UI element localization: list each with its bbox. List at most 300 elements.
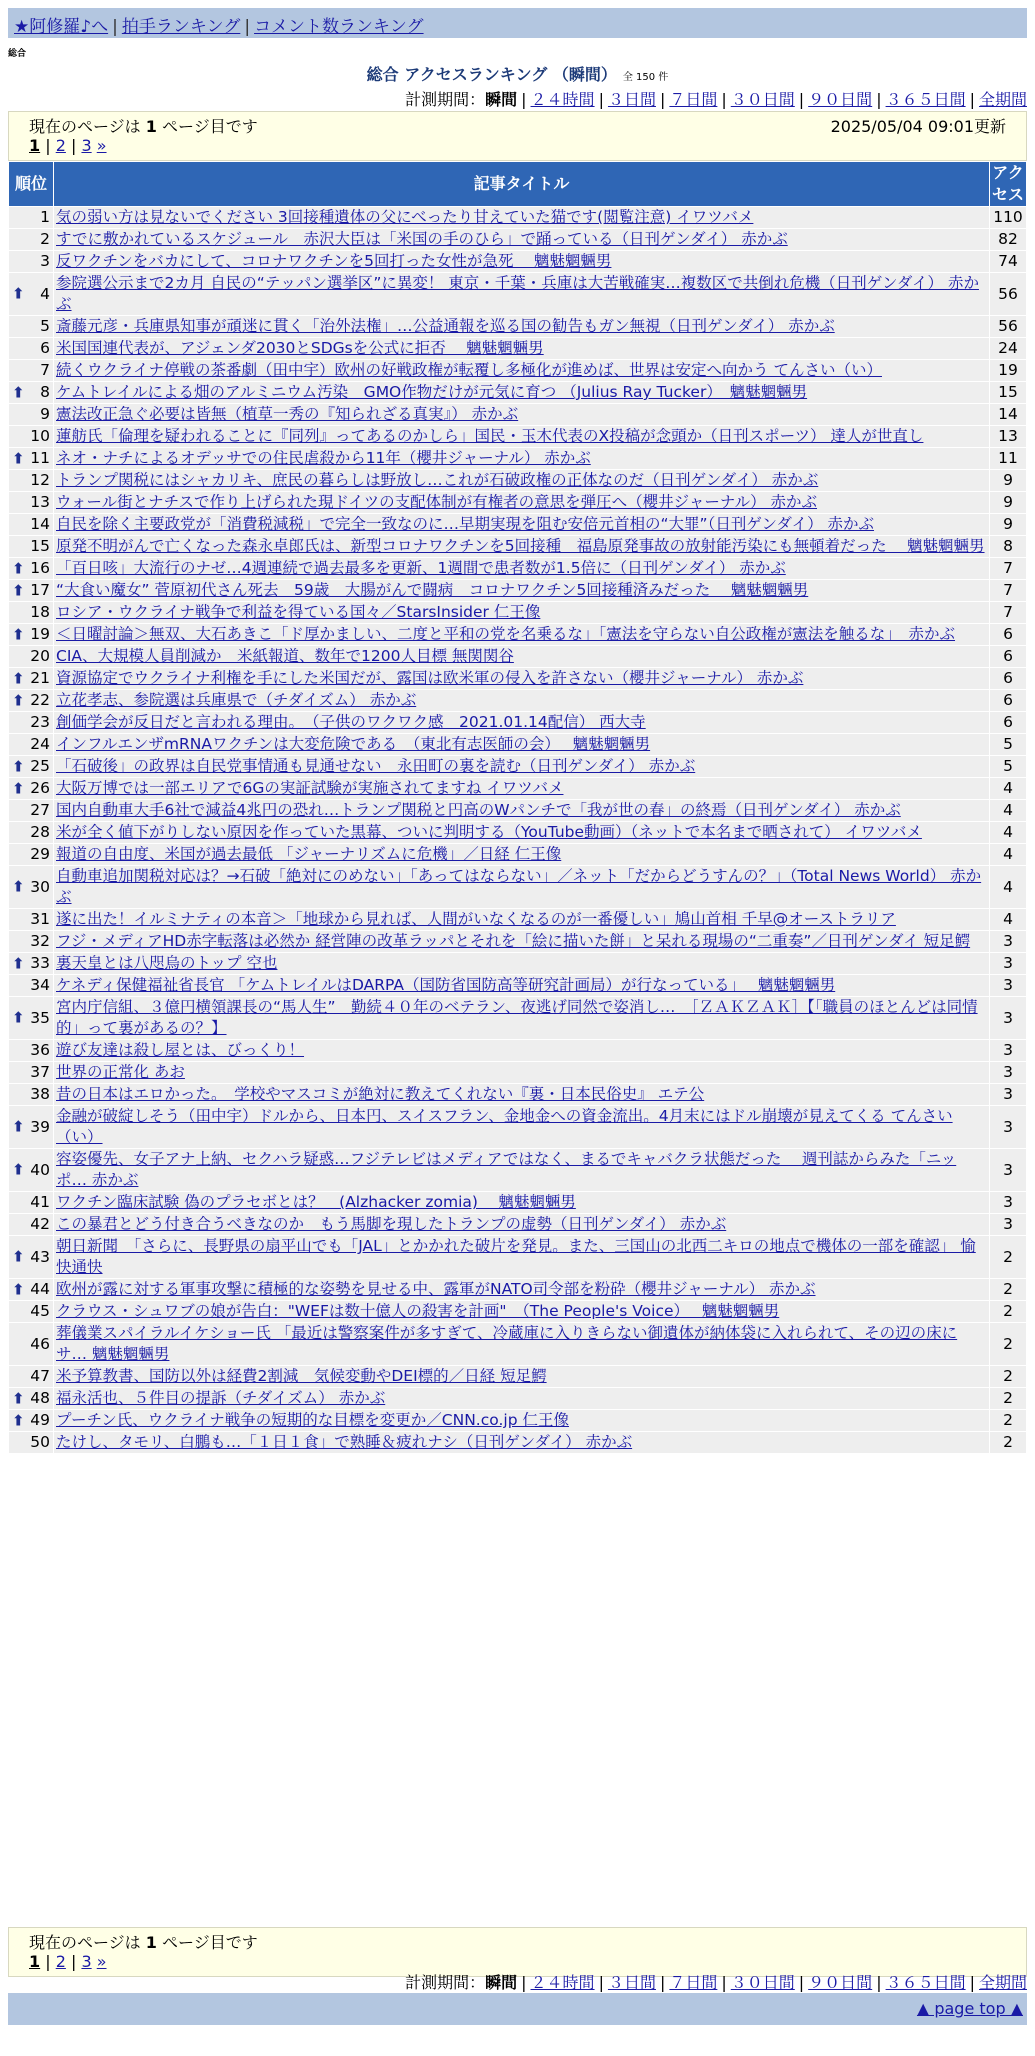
article-link[interactable]: 世界の正常化 あお	[56, 1063, 185, 1081]
title-cell	[54, 646, 989, 667]
rank-cell	[9, 207, 53, 228]
article-link[interactable]: 遊び友達は殺し屋とは、びっくり！	[56, 1041, 305, 1059]
up-arrow-icon: ⬆	[12, 1411, 25, 1429]
article-link[interactable]: ワクチン臨床試験 偽のプラセボとは？ (Alzhacker zomia) 魑魅魍魎男	[56, 1193, 576, 1211]
up-arrow-icon: ⬆	[12, 581, 25, 599]
period-selector-top	[405, 87, 1027, 110]
title-cell	[54, 536, 989, 557]
title-cell	[54, 426, 989, 447]
article-link[interactable]: ウォール街とナチスで作り上げられた現ドイツの支配体制が有権者の意思を弾圧へ（櫻井ジャーナル） 赤かぶ	[56, 493, 818, 511]
table-row	[9, 712, 1026, 733]
rank-number: 28	[30, 823, 50, 841]
access-count: 15	[990, 382, 1026, 403]
table-row	[9, 1084, 1026, 1105]
rank-number: 19	[30, 625, 50, 643]
title-cell	[54, 975, 989, 996]
up-arrow-icon: ⬆	[12, 559, 25, 577]
table-row	[9, 909, 1026, 930]
article-link[interactable]: 欧州が露に対する軍事攻撃に積極的な姿勢を見せる中、露軍がNATO司令部を粉砕（櫻井ジャーナル） 赤かぶ	[56, 1280, 816, 1298]
rank-number: 35	[30, 1008, 50, 1027]
up-arrow-icon: ⬆	[12, 954, 25, 972]
rank-number: 8	[40, 383, 50, 401]
access-count: 6	[990, 668, 1026, 689]
access-count: 4	[990, 822, 1026, 843]
table-row	[9, 492, 1026, 513]
rank-cell	[9, 844, 53, 865]
access-count: 3	[990, 1149, 1026, 1191]
rank-number: 25	[30, 757, 50, 775]
title-cell	[54, 1236, 989, 1278]
rank-number: 31	[30, 910, 50, 928]
article-link[interactable]: 葬儀業スパイラルイケショー氏 「最近は警察案件が多すぎて、冷蔵庫に入りきらない御遺体が納体袋に入れられて、その辺の床にサ… 魑魅魍魎男	[56, 1324, 958, 1363]
access-count: 13	[990, 426, 1026, 447]
period-link[interactable]: ９０日間	[808, 90, 873, 109]
table-row	[9, 602, 1026, 623]
period-link[interactable]: ７日間	[669, 90, 718, 109]
column-header-title: 記事タイトル	[54, 162, 989, 206]
access-count: 2	[990, 1388, 1026, 1409]
up-arrow-icon: ⬆	[12, 1389, 25, 1407]
rank-cell	[9, 1040, 53, 1061]
rank-cell	[9, 624, 53, 645]
period-link[interactable]: ３６５日間	[885, 90, 966, 109]
table-row	[9, 1410, 1026, 1431]
rank-cell	[9, 975, 53, 996]
period-separator: |	[798, 90, 805, 109]
period-separator: |	[969, 1973, 975, 1992]
article-link[interactable]: すでに敷かれているスケジュール 赤沢大臣は「米国の手のひら」で踊っている（日刊ゲンダイ） 赤かぶ	[56, 230, 788, 248]
rank-cell	[9, 602, 53, 623]
rank-cell	[9, 316, 53, 337]
article-link[interactable]: 米国国連代表が、アジェンダ2030とSDGsを公式に拒否 魑魅魍魎男	[56, 339, 544, 357]
page-link-2[interactable]: 2	[55, 136, 66, 155]
rank-number: 42	[30, 1215, 50, 1233]
article-link[interactable]: 昔の日本はエロかった。 学校やマスコミが絶対に教えてくれない『裏・日本民俗史』 エテ公	[56, 1085, 705, 1103]
article-link[interactable]: ネオ・ナチによるオデッサでの住民虐殺から11年（櫻井ジャーナル） 赤かぶ	[56, 449, 591, 467]
access-count: 2	[990, 1323, 1026, 1365]
pagination-top	[8, 111, 1027, 161]
access-count: 19	[990, 360, 1026, 381]
table-row	[9, 404, 1026, 425]
title-cell	[54, 1192, 989, 1213]
rank-cell	[9, 251, 53, 272]
access-count: 9	[990, 470, 1026, 491]
article-link[interactable]: ケムトレイルによる畑のアルミニウム汚染 GMO作物だけが元気に育つ （Julius Ray Tucker） 魑魅魍魎男	[56, 383, 808, 401]
rank-number: 14	[30, 515, 50, 533]
page-top-link[interactable]: ▲ page top ▲	[916, 1999, 1023, 2018]
article-link[interactable]: 報道の自由度、米国が過去最低 「ジャーナリズムに危機」／日経 仁王像	[56, 845, 562, 863]
period-current: 瞬間	[485, 1973, 518, 1992]
article-link[interactable]: トランプ関税にはシャカリキ、庶民の暮らしは野放し…これが石破政権の正体なのだ（日刊ゲンダイ） 赤かぶ	[56, 471, 819, 489]
article-link[interactable]: 「石破後」の政界は自民党事情通も見通せない 永田町の裏を読む（日刊ゲンダイ） 赤かぶ	[56, 757, 696, 775]
article-link[interactable]: CIA、大規模人員削減か 米紙報道、数年で1200人目標 無関関谷	[56, 647, 514, 665]
table-row	[9, 690, 1026, 711]
rank-cell	[9, 426, 53, 447]
rank-cell	[9, 1084, 53, 1105]
access-count: 4	[990, 778, 1026, 799]
rank-number: 10	[30, 427, 50, 445]
home-link[interactable]: ★阿修羅♪へ	[14, 17, 109, 37]
rank-cell	[9, 1366, 53, 1387]
title-cell	[54, 800, 989, 821]
updated-time: 2025/05/04 09:01更新	[830, 117, 1006, 136]
page-info-text: 現在のページは 1 ページ目です	[29, 1933, 258, 1952]
title-cell	[54, 404, 989, 425]
article-link[interactable]: 宮内庁信組、３億円横領課長の“馬人生” 勤続４０年のベテラン、夜逃げ同然で姿消し… ［ＺＡＫＺＡＫ］【「職員のほとんどは同情的」って裏があるの？】	[56, 998, 978, 1037]
page-link-1[interactable]: 1	[29, 136, 41, 155]
up-arrow-icon: ⬆	[12, 757, 25, 775]
rank-number: 33	[30, 954, 50, 972]
access-count: 56	[990, 316, 1026, 337]
rank-cell	[9, 953, 53, 974]
rank-cell	[9, 931, 53, 952]
article-link[interactable]: 自動車追加関税対応は？→石破「絶対にのめない」「あってはならない」／ネット「だからどうすんの？」（Total News World） 赤かぶ	[56, 867, 982, 906]
table-row	[9, 778, 1026, 799]
table-row	[9, 338, 1026, 359]
page-link-1[interactable]: 1	[29, 1952, 41, 1971]
access-count: 2	[990, 1410, 1026, 1431]
rank-number: 45	[30, 1302, 50, 1320]
period-separator: |	[876, 1973, 882, 1992]
access-count: 2	[990, 1432, 1026, 1453]
article-link[interactable]: 容姿優先、女子アナ上納、セクハラ疑惑…フジテレビはメディアではなく、まるでキャバクラ状態だった 週刊誌からみた「ニッポ… 赤かぶ	[56, 1150, 957, 1189]
table-row	[9, 426, 1026, 447]
period-link[interactable]: ２４時間	[530, 90, 595, 109]
rank-cell	[9, 690, 53, 711]
rank-cell	[9, 712, 53, 733]
nav-separator: |	[244, 17, 251, 37]
access-count: 82	[990, 229, 1026, 250]
title-cell	[54, 1279, 989, 1300]
rank-cell	[9, 1323, 53, 1365]
table-row	[9, 360, 1026, 381]
rank-number: 48	[30, 1389, 50, 1407]
title-cell	[54, 953, 989, 974]
up-arrow-icon: ⬆	[12, 1247, 25, 1266]
table-row	[9, 1149, 1026, 1191]
rank-number: 18	[30, 603, 50, 621]
title-cell	[54, 1301, 989, 1322]
page-link-3[interactable]: 3	[81, 1952, 92, 1971]
rank-number: 1	[40, 208, 50, 226]
title-cell	[54, 251, 989, 272]
next-page-link[interactable]: »	[96, 1952, 107, 1971]
rank-number: 3	[40, 252, 50, 270]
access-count: 7	[990, 602, 1026, 623]
page-separator: |	[40, 1952, 56, 1971]
access-count: 2	[990, 1301, 1026, 1322]
table-row	[9, 316, 1026, 337]
title-cell	[54, 1323, 989, 1365]
article-link[interactable]: 原発不明がんで亡くなった森永卓郎氏は、新型コロナワクチンを5回接種 福島原発事故の放射能汚染にも無頓着だった 魑魅魍魎男	[56, 537, 985, 555]
table-row	[9, 997, 1026, 1039]
title-cell	[54, 690, 989, 711]
up-arrow-icon: ⬆	[12, 1280, 25, 1298]
title-cell	[54, 229, 989, 250]
access-count: 3	[990, 931, 1026, 952]
period-link[interactable]: ３日間	[607, 1973, 656, 1992]
period-link[interactable]: ３０日間	[730, 90, 795, 109]
title-cell	[54, 382, 989, 403]
table-row	[9, 1432, 1026, 1453]
rank-cell	[9, 273, 53, 315]
article-link[interactable]: プーチン氏、ウクライナ戦争の短期的な目標を変更か／CNN.co.jp 仁王像	[56, 1411, 569, 1429]
rank-number: 26	[30, 779, 50, 797]
column-header-access: アクセス	[991, 163, 1024, 204]
rank-number: 30	[30, 877, 50, 896]
table-row	[9, 1279, 1026, 1300]
table-row	[9, 953, 1026, 974]
rank-cell	[9, 646, 53, 667]
up-arrow-icon: ⬆	[12, 691, 25, 709]
rank-cell	[9, 1192, 53, 1213]
rank-cell	[9, 866, 53, 908]
title-cell	[54, 1084, 989, 1105]
table-row	[9, 580, 1026, 601]
access-count: 2	[990, 1279, 1026, 1300]
rank-number: 9	[40, 405, 50, 423]
table-row	[9, 668, 1026, 689]
rank-number: 44	[30, 1280, 50, 1298]
rank-number: 46	[30, 1334, 50, 1353]
title-cell	[54, 273, 989, 315]
period-current: 瞬間	[485, 90, 518, 109]
article-link[interactable]: 遂に出た！イルミナティの本音＞「地球から見れば、人間がいなくなるのが一番優しい」鳩山首相 千早@オーストラリア	[56, 910, 896, 928]
article-link[interactable]: 蓮舫氏「倫理を疑われることに『同列』ってあるのかしら」国民・玉木代表のX投稿が念頭か（日刊スポーツ） 達人が世直し	[56, 427, 924, 445]
period-link[interactable]: ３０日間	[730, 1973, 795, 1992]
period-separator: |	[521, 90, 527, 109]
article-link[interactable]: 朝日新聞 「さらに、長野県の扇平山でも「JAL」とかかれた破片を発見。また、三国山の北西二キロの地点で機体の一部を確認」 愉快通快	[56, 1237, 976, 1276]
title-cell	[54, 1062, 989, 1083]
table-row	[9, 1214, 1026, 1235]
article-link[interactable]: 裏天皇とは八咫烏のトップ 空也	[56, 954, 278, 972]
table-row	[9, 536, 1026, 557]
up-arrow-icon: ⬆	[12, 1160, 25, 1179]
rank-number: 12	[30, 471, 50, 489]
article-link[interactable]: ＜日曜討論＞無双、大石あきこ「ド厚かましい、二度と平和の党を名乗るな」「憲法を守らない自公政権が憲法を触るな」 赤かぶ	[56, 625, 956, 643]
page-info-text: 現在のページは 1 ページ目です	[29, 117, 258, 136]
article-link[interactable]: 憲法改正急ぐ必要は皆無（植草一秀の『知られざる真実』） 赤かぶ	[56, 405, 519, 423]
title-cell	[54, 1106, 989, 1148]
rank-cell	[9, 1301, 53, 1322]
access-count: 5	[990, 756, 1026, 777]
rank-number: 4	[40, 284, 50, 303]
title-cell	[54, 1432, 989, 1453]
article-link[interactable]: 大阪万博では一部エリアで6Gの実証試験が実施されてますね イワツバメ	[56, 779, 564, 797]
next-page-link[interactable]: »	[96, 136, 107, 155]
article-link[interactable]: ケネディ保健福祉省長官 「ケムトレイルはDARPA（国防省国防高等研究計画局）が行なっている」 魑魅魍魎男	[56, 976, 836, 994]
period-separator: |	[521, 1973, 527, 1992]
title-cell	[54, 909, 989, 930]
rank-number: 15	[30, 537, 50, 555]
title-cell	[54, 624, 989, 645]
access-count: 3	[990, 1084, 1026, 1105]
bottom-bar	[8, 1993, 1027, 2025]
access-count: 4	[990, 909, 1026, 930]
rank-cell	[9, 1149, 53, 1191]
page-link-2[interactable]: 2	[55, 1952, 66, 1971]
up-arrow-icon: ⬆	[12, 779, 25, 797]
article-link[interactable]: 米予算教書、国防以外は経費2割減 気候変動やDEI標的／日経 短足鰐	[56, 1367, 547, 1385]
article-link[interactable]: インフルエンザmRNAワクチンは大変危険である （東北有志医師の会） 魑魅魍魎男	[56, 735, 651, 753]
access-count: 3	[990, 975, 1026, 996]
table-row	[9, 975, 1026, 996]
table-row	[9, 1301, 1026, 1322]
title-cell	[54, 712, 989, 733]
period-link[interactable]: ３日間	[607, 90, 656, 109]
rank-number: 39	[30, 1117, 50, 1136]
access-count: 24	[990, 338, 1026, 359]
rank-cell	[9, 1279, 53, 1300]
table-row	[9, 1388, 1026, 1409]
rank-cell	[9, 778, 53, 799]
period-link[interactable]: ９０日間	[808, 1973, 873, 1992]
article-link[interactable]: 自民を除く主要政党が「消費税減税」で完全一致なのに…早期実現を阻む安倍元首相の“大罪”（日刊ゲンダイ） 赤かぶ	[56, 515, 875, 533]
rank-number: 17	[30, 581, 50, 599]
article-link[interactable]: 続くウクライナ停戦の茶番劇（田中宇）欧州の好戦政権が転覆し多極化が進めば、世界は安定へ向かう てんさい（い）	[56, 361, 882, 379]
article-link[interactable]: 金融が破綻しそう（田中宇）ドルから、日本円、スイスフラン、金地金への資金流出。4月末にはドル崩壊が見えてくる てんさい（い）	[56, 1107, 953, 1146]
ranking-title: 総合 アクセスランキング （瞬間）	[366, 65, 617, 84]
article-link[interactable]: 国内自動車大手6社で減益4兆円の恐れ…トランプ関税と円高のWパンチで「我が世の春」の終焉（日刊ゲンダイ） 赤かぶ	[56, 801, 901, 819]
rank-number: 5	[40, 317, 50, 335]
rank-number: 50	[30, 1433, 50, 1451]
article-link[interactable]: 福永活也、５件目の提訴（チダイズム） 赤かぶ	[56, 1389, 386, 1407]
period-separator: |	[659, 90, 666, 109]
period-separator: |	[598, 90, 604, 109]
rank-number: 47	[30, 1367, 50, 1385]
rank-number: 24	[30, 735, 50, 753]
title-cell	[54, 1040, 989, 1061]
title-cell	[54, 514, 989, 535]
table-row	[9, 1366, 1026, 1387]
rank-number: 36	[30, 1041, 50, 1059]
article-link[interactable]: ロシア・ウクライナ戦争で利益を得ている国々／StarsInsider 仁王像	[56, 603, 541, 621]
article-link[interactable]: 「百日咳」大流行のナゼ…4週連続で過去最多を更新、1週間で患者数が1.5倍に（日刊ゲンダイ） 赤かぶ	[56, 559, 786, 577]
table-row	[9, 822, 1026, 843]
title-cell	[54, 580, 989, 601]
rank-cell	[9, 1062, 53, 1083]
table-row	[9, 251, 1026, 272]
rank-number: 32	[30, 932, 50, 950]
article-link[interactable]: 資源協定でウクライナ利権を手にした米国だが、露国は欧米軍の侵入を許さない（櫻井ジャーナル） 赤かぶ	[56, 669, 804, 687]
title-cell	[54, 866, 989, 908]
nav-separator: |	[112, 17, 118, 37]
table-header-row	[9, 162, 1026, 206]
access-count: 6	[990, 646, 1026, 667]
article-link[interactable]: この暴君とどう付き合うべきなのか もう馬脚を現したトランプの虚勢（日刊ゲンダイ） 赤かぶ	[56, 1215, 727, 1233]
table-row	[9, 1323, 1026, 1365]
article-link[interactable]: クラウス・シュワブの娘が告白："WEFは数十億人の殺害を計画" （The People's Voice） 魑魅魍魎男	[56, 1302, 780, 1320]
title-cell	[54, 316, 989, 337]
access-count: 3	[990, 953, 1026, 974]
up-arrow-icon: ⬆	[12, 625, 25, 643]
title-cell	[54, 1388, 989, 1409]
title-cell	[54, 844, 989, 865]
ranking-table	[8, 161, 1027, 1454]
title-cell	[54, 1410, 989, 1431]
top-navigation	[8, 8, 1027, 38]
period-link[interactable]: ３６５日間	[885, 1973, 966, 1992]
access-count: 6	[990, 712, 1026, 733]
up-arrow-icon: ⬆	[12, 669, 25, 687]
rank-cell	[9, 514, 53, 535]
up-arrow-icon: ⬆	[12, 383, 25, 401]
period-link[interactable]: 全期間	[978, 1973, 1027, 1992]
table-row	[9, 1040, 1026, 1061]
table-row	[9, 207, 1026, 228]
period-separator: |	[876, 90, 882, 109]
period-link[interactable]: 全期間	[978, 90, 1027, 109]
rank-cell	[9, 909, 53, 930]
period-link[interactable]: ７日間	[669, 1973, 718, 1992]
rank-cell	[9, 558, 53, 579]
period-separator: |	[659, 1973, 666, 1992]
rank-cell	[9, 822, 53, 843]
access-count: 5	[990, 734, 1026, 755]
period-selector-bottom	[405, 1970, 1027, 1993]
rank-number: 49	[30, 1411, 50, 1429]
access-count: 3	[990, 1106, 1026, 1148]
access-count: 4	[990, 844, 1026, 865]
title-cell	[54, 448, 989, 469]
up-arrow-icon: ⬆	[12, 1008, 25, 1027]
rank-cell	[9, 360, 53, 381]
title-cell	[54, 558, 989, 579]
article-link[interactable]: 斎藤元彦・兵庫県知事が頑迷に貫く「治外法権」…公益通報を巡る国の勧告もガン無視（日刊ゲンダイ） 赤かぶ	[56, 317, 835, 335]
article-link[interactable]: 米が全く値下がりしない原因を作っていた黒幕、ついに判明する（YouTube動画）（ネットで本名まで晒されて） イワツバメ	[56, 823, 922, 841]
rank-number: 41	[30, 1193, 50, 1211]
period-link[interactable]: ２４時間	[530, 1973, 595, 1992]
rank-cell	[9, 756, 53, 777]
article-link[interactable]: フジ・メディアHD赤字転落は必然か 経営陣の改革ラッパとそれを「絵に描いた餅」と呆れる現場の“二重奏”／日刊ゲンダイ 短足鰐	[56, 932, 971, 950]
article-link[interactable]: たけし、タモリ、白鵬も…「１日１食」で熟睡＆疲れナシ（日刊ゲンダイ） 赤かぶ	[56, 1433, 633, 1451]
article-link[interactable]: 立花孝志、参院選は兵庫県で（チダイズム） 赤かぶ	[56, 691, 417, 709]
article-link[interactable]: 創価学会が反日だと言われる理由。 （子供のワクワク感 2021.01.14配信） 西大寺	[56, 713, 646, 731]
access-count: 3	[990, 1214, 1026, 1235]
rank-number: 38	[30, 1085, 50, 1103]
title-cell	[54, 602, 989, 623]
access-count: 11	[990, 448, 1026, 469]
title-cell	[54, 756, 989, 777]
comment-ranking-link[interactable]: コメント数ランキング	[254, 17, 424, 37]
rank-number: 37	[30, 1063, 50, 1081]
table-row	[9, 448, 1026, 469]
up-arrow-icon: ⬆	[12, 1117, 25, 1136]
article-link[interactable]: 気の弱い方は見ないでください 3回接種遺体の父にべったり甘えていた猫です(閲覧注意) イワツバメ	[56, 208, 754, 226]
table-row	[9, 1236, 1026, 1278]
page-separator: |	[65, 1952, 82, 1971]
access-count: 2	[990, 1366, 1026, 1387]
table-row	[9, 229, 1026, 250]
access-count: 3	[990, 1192, 1026, 1213]
access-count: 2	[990, 1236, 1026, 1278]
table-row	[9, 756, 1026, 777]
page-separator: |	[40, 136, 56, 155]
article-link[interactable]: 参院選公示まで2カ月 自民の“テッパン選挙区”に異変！ 東京・千葉・兵庫は大苦戦確実…複数区で共倒れ危機（日刊ゲンダイ） 赤かぶ	[56, 274, 979, 313]
table-row	[9, 1192, 1026, 1213]
applause-ranking-link[interactable]: 拍手ランキング	[121, 17, 241, 37]
rank-number: 2	[40, 230, 50, 248]
rank-number: 13	[30, 493, 50, 511]
article-link[interactable]: “大食い魔女” 菅原初代さん死去 59歳 大腸がんで闘病 コロナワクチン5回接種済みだった 魑魅魍魎男	[56, 581, 809, 599]
period-separator: |	[798, 1973, 805, 1992]
rank-cell	[9, 229, 53, 250]
title-cell	[54, 360, 989, 381]
article-link[interactable]: 反ワクチンをバカにして、コロナワクチンを5回打った女性が急死 魑魅魍魎男	[56, 252, 612, 270]
rank-cell	[9, 1214, 53, 1235]
page-link-3[interactable]: 3	[81, 136, 92, 155]
title-cell	[54, 997, 989, 1039]
